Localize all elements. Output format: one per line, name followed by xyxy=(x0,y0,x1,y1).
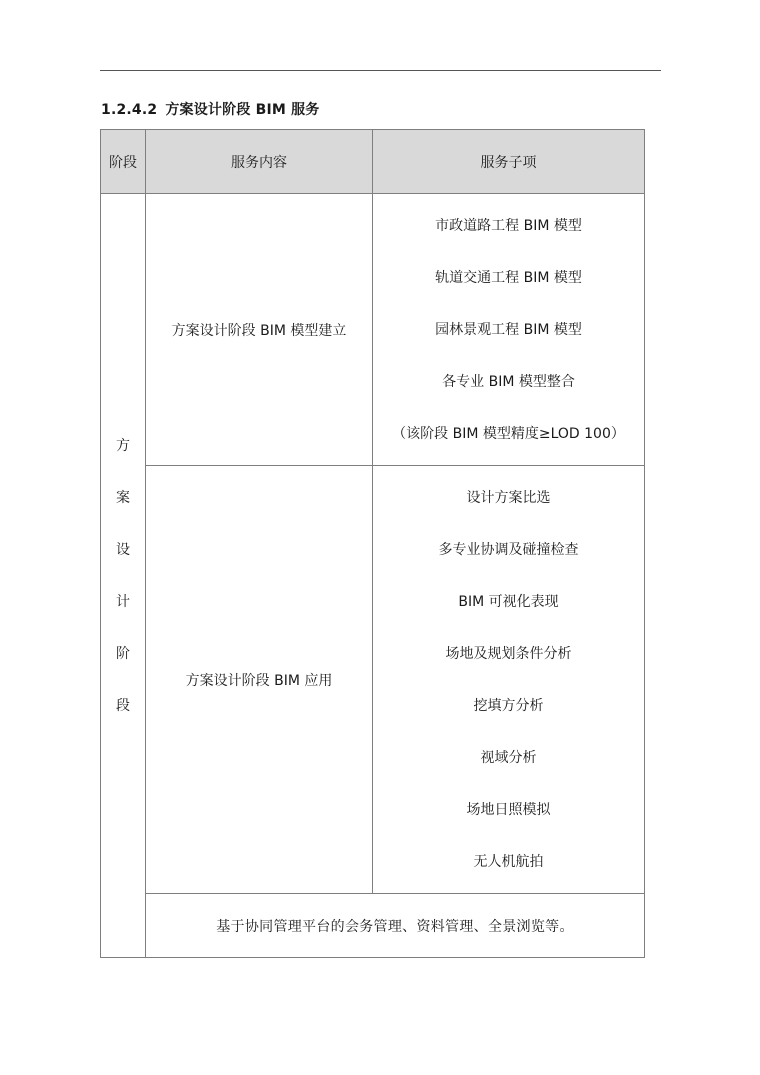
section-heading xyxy=(101,99,320,119)
header-content: 服务内容 xyxy=(146,130,373,194)
list-item: 各专业 BIM 模型整合 xyxy=(442,373,575,390)
stage-char: 方 xyxy=(116,437,130,454)
service-content-cell: 方案设计阶段 BIM 应用 xyxy=(146,466,373,894)
section-title: 方案设计阶段 BIM 服务 xyxy=(165,102,320,118)
service-subitems-cell xyxy=(373,466,645,894)
list-item: 多专业协调及碰撞检查 xyxy=(438,541,579,558)
list-item: BIM 可视化表现 xyxy=(458,593,559,610)
table-row xyxy=(101,466,645,894)
list-item: 市政道路工程 BIM 模型 xyxy=(435,217,582,234)
stage-cell xyxy=(101,194,146,958)
service-content-cell: 方案设计阶段 BIM 模型建立 xyxy=(146,194,373,466)
subitem-list xyxy=(373,200,644,460)
list-item: 无人机航拍 xyxy=(473,853,544,870)
stage-char: 计 xyxy=(116,593,130,610)
list-item: 场地及规划条件分析 xyxy=(445,645,572,662)
list-item: 视域分析 xyxy=(480,749,537,766)
header-rule xyxy=(100,70,661,71)
footer-note: 基于协同管理平台的会务管理、资料管理、全景浏览等。 xyxy=(146,894,645,958)
stage-char: 段 xyxy=(116,697,130,714)
stage-label xyxy=(101,420,145,732)
list-item: 挖填方分析 xyxy=(473,697,544,714)
list-item: 设计方案比选 xyxy=(466,489,551,506)
bim-service-table xyxy=(100,129,645,958)
table-header-row xyxy=(101,130,645,194)
list-item: 园林景观工程 BIM 模型 xyxy=(435,321,582,338)
list-item: 轨道交通工程 BIM 模型 xyxy=(435,269,582,286)
header-subitems: 服务子项 xyxy=(373,130,645,194)
stage-char: 阶 xyxy=(116,645,130,662)
subitem-list xyxy=(373,472,644,888)
service-subitems-cell xyxy=(373,194,645,466)
list-item: 场地日照模拟 xyxy=(466,801,551,818)
list-item: （该阶段 BIM 模型精度≥LOD 100） xyxy=(392,425,625,442)
header-stage: 阶段 xyxy=(101,130,146,194)
stage-char: 案 xyxy=(116,489,130,506)
section-number: 1.2.4.2 xyxy=(101,102,158,118)
table-row xyxy=(101,194,645,466)
table-footer-row xyxy=(101,894,645,958)
stage-char: 设 xyxy=(116,541,130,558)
